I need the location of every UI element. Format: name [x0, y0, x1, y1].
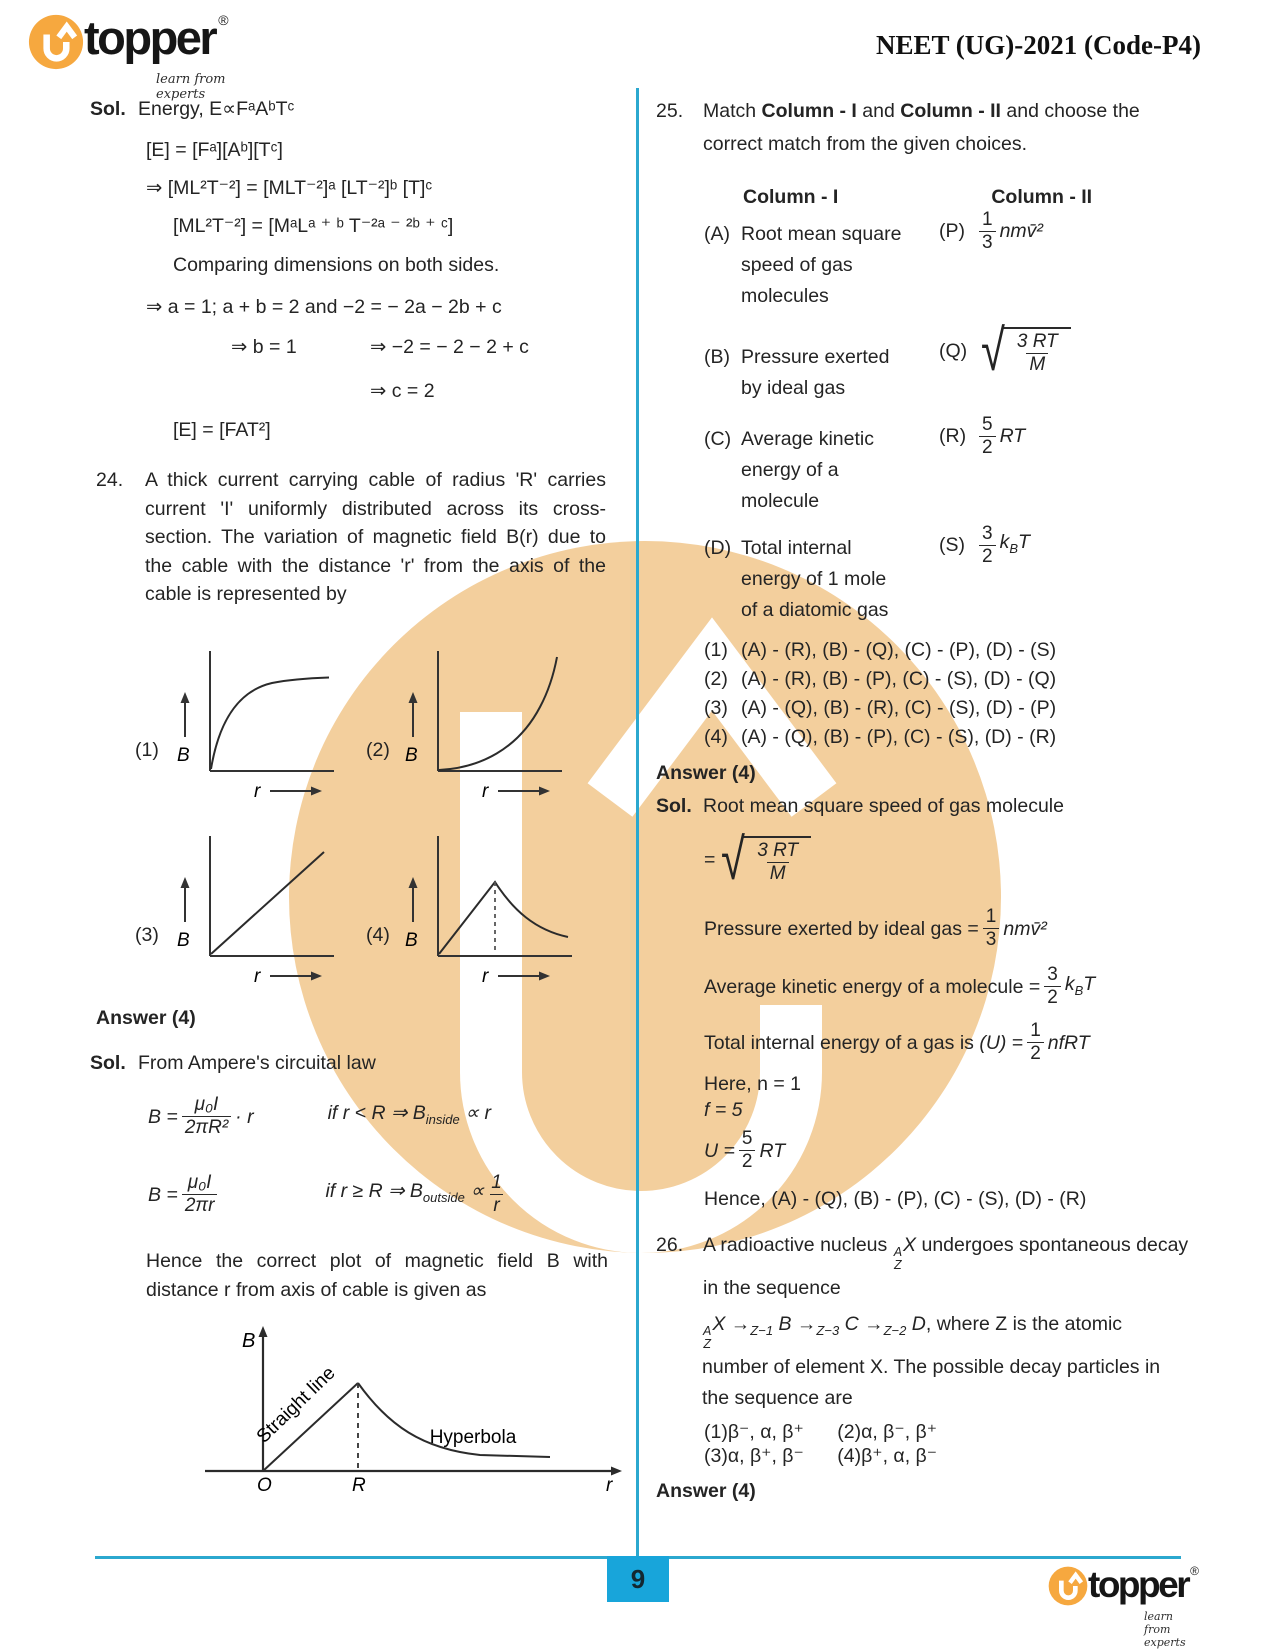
kinetic-formula: Average kinetic energy of a molecule = $\frac{3}{2}$ $k_BT$: [704, 964, 1096, 1008]
match-key: (Q): [939, 339, 968, 362]
fraction-numerator: μ₀I: [194, 1093, 219, 1115]
radical-icon: √: [980, 318, 1005, 383]
solution-graph: [150, 1323, 630, 1495]
y-axis-label: B: [177, 929, 190, 951]
graph-label: (4): [366, 923, 390, 946]
formula-line: [ML²T⁻²] = [MᵃLᵃ ⁺ ᵇ T⁻²ᵃ ⁻ ²ᵇ ⁺ ᶜ]: [173, 215, 454, 237]
nuclide-prescript: A Z: [893, 1245, 903, 1273]
formula-line: ⇒ a = 1; a + b = 2 and −2 = − 2a − 2b + c: [146, 296, 502, 318]
match-row-c: [655, 414, 1189, 517]
graph-option-2: [400, 645, 570, 805]
u-formula: U = $\frac{5}{2}$ RT: [704, 1128, 786, 1172]
origin-label: O: [257, 1474, 272, 1495]
pressure-formula: Pressure exerted by ideal gas = $\frac{1}{3}$ nmv̄²: [704, 906, 1047, 950]
here-line: Here, n = 1: [704, 1073, 802, 1095]
x-axis-label: r: [254, 965, 261, 987]
x-axis-label: r: [482, 780, 489, 802]
solution-25: [655, 792, 1189, 821]
match-key: (S): [939, 534, 965, 557]
question-number: 24.: [96, 469, 124, 491]
match-row-a: [655, 209, 1189, 312]
f-line: f = 5: [704, 1099, 743, 1121]
ampere-formula-outside: [148, 1167, 606, 1223]
question-25: [655, 95, 1189, 161]
decay-sequence: A Z $X \to_{Z-1}$ $B \to_{Z-3}$ $C \to_{Z-2}$ D, where Z is the atomic number of element X. The possible decay particles in the sequence are: [702, 1313, 1161, 1409]
match-key: (P): [939, 220, 965, 243]
hence-line: Hence, (A) - (Q), (B) - (P), (C) - (S), (D) - (R): [704, 1188, 1087, 1210]
option-1: (1) (A) - (R), (B) - (Q), (C) - (P), (D) - (S): [704, 639, 1057, 661]
y-axis-label: B: [177, 744, 190, 766]
left-column: [88, 95, 613, 1495]
row-key: (B): [704, 346, 730, 368]
match-row-d: [655, 523, 1189, 626]
answer-label: Answer (4): [96, 1006, 196, 1029]
registered-mark: ®: [218, 12, 229, 28]
option-graphs: [88, 627, 606, 987]
option-4: (4) (A) - (Q), (B) - (P), (C) - (S), (D) - (R): [704, 726, 1057, 748]
formula-line: ⇒ [ML²T⁻²] = [MLT⁻²]ᵃ [LT⁻²]ᵇ [T]ᶜ: [146, 177, 433, 199]
question-number: 26.: [656, 1234, 684, 1256]
sol-line: Root mean square speed of gas molecule: [703, 795, 1064, 817]
row-lines: Pressure exerted by ideal gas: [741, 346, 890, 399]
fraction-denominator: 2πR²: [182, 1116, 231, 1139]
sol-line: Energy, E∝FᵃAᵇTᶜ: [138, 98, 295, 120]
match-formula: nmv̄²: [999, 220, 1043, 243]
fraction-denominator: r: [490, 1194, 502, 1217]
brand-name: topper: [84, 11, 216, 64]
option-3: (3) (A) - (Q), (B) - (R), (C) - (S), (D) - (P): [704, 697, 1057, 719]
question-24: [88, 466, 606, 609]
registered-mark: ®: [1190, 1564, 1199, 1578]
straight-line-label: Straight line: [252, 1362, 340, 1447]
utopper-logo-top: [28, 11, 229, 102]
question-number: 25.: [656, 100, 684, 122]
page-title: NEET (UG)-2021 (Code-P4): [876, 30, 1201, 60]
graph-label: (2): [366, 738, 390, 761]
option-2: (2) (A) - (R), (B) - (P), (C) - (S), (D) - (Q): [704, 668, 1057, 690]
brand-tagline: learn from experts: [156, 72, 226, 102]
formula-lhs: B =: [148, 1105, 178, 1128]
row-lines: Root mean square speed of gas molecules: [741, 223, 902, 307]
sol-label: Sol.: [90, 1051, 126, 1074]
formula-part: ⇒ b = 1: [231, 336, 297, 358]
page-number-badge: [607, 1556, 669, 1602]
formula-part: ⇒ −2 = − 2 − 2 + c: [370, 336, 529, 358]
hyperbola-label: Hyperbola: [429, 1426, 517, 1448]
question-26: [655, 1229, 1189, 1305]
graph-option-1: [172, 645, 342, 805]
x-axis-label: r: [254, 780, 261, 802]
column-2-header: Column - II: [991, 186, 1093, 208]
formula-line-pair: [88, 335, 606, 363]
formula-lhs: B =: [148, 1183, 178, 1206]
formula-condition: if r ≥ R ⇒ $B_{outside}$ ∝: [325, 1180, 485, 1205]
row-lines: Average kinetic energy of a molecule: [741, 428, 874, 512]
graph-label: (3): [135, 923, 159, 946]
y-axis-label: B: [242, 1329, 256, 1352]
match-key: (R): [939, 425, 967, 448]
formula-line: ⇒ c = 2: [370, 380, 435, 402]
graph-label: (1): [135, 738, 159, 761]
match-formula: RT: [999, 425, 1026, 448]
radical-icon: √: [721, 827, 746, 892]
column-1-header: Column - I: [743, 186, 839, 208]
match-row-b: [655, 318, 1189, 404]
right-column: [655, 95, 1189, 1504]
graph-option-3: [172, 830, 342, 990]
row-match: (R) 5 2 RT: [939, 414, 1026, 458]
y-axis-label: B: [405, 744, 418, 766]
graph-option-4: [400, 830, 580, 990]
match-formula: $k_BT$: [999, 531, 1030, 557]
answer-label: Answer (4): [656, 1479, 756, 1502]
ampere-formula-inside: [148, 1089, 606, 1145]
sol-line: From Ampere's circuital law: [138, 1051, 376, 1074]
row-key: (D): [704, 537, 732, 559]
page-number: 9: [630, 1563, 646, 1594]
utopper-u-icon: [28, 14, 84, 70]
row-match: (Q) √ $\frac{3 RT}{M}$: [939, 326, 1071, 376]
text-line: Comparing dimensions on both sides.: [173, 254, 500, 276]
column-divider: [636, 88, 639, 1556]
utopper-logo-bottom: [1048, 1564, 1199, 1649]
rms-formula: = √ $\frac{3 RT}{M}$: [704, 829, 1189, 891]
q26-options-row-2: (3)α, β⁺, β⁻ (4)β⁺, α, β⁻: [704, 1444, 938, 1467]
row-match: (P) 1 3 nmv̄²: [939, 209, 1043, 253]
formula-condition: if r < R ⇒ $B_{inside} \propto r$: [327, 1102, 491, 1127]
hence-text: Hence the correct plot of magnetic field B with distance r from axis of cable is given as: [146, 1249, 608, 1301]
fraction-denominator: 2πr: [182, 1194, 218, 1217]
brand-name: topper: [1088, 1564, 1189, 1605]
row-lines: Total internal energy of 1 mole of a diatomic gas: [741, 537, 889, 621]
q26-options-row-1: (1)β⁻, α, β⁺ (2)α, β⁻, β⁺: [704, 1420, 938, 1443]
row-match: (S) 3 2 $k_BT$: [939, 523, 1030, 567]
x-axis-label: r: [606, 1474, 613, 1495]
fraction-numerator: μ₀I: [187, 1171, 212, 1193]
question-text: Match Column - I and Column - II and choose the correct match from the given choices.: [703, 100, 1140, 155]
column-headers: [655, 185, 1189, 209]
row-key: (C): [704, 428, 732, 450]
fraction-numerator: 1: [491, 1171, 502, 1193]
solution-23: [88, 95, 606, 123]
formula-mult: · r: [235, 1105, 254, 1128]
utopper-u-icon: [1048, 1566, 1088, 1606]
formula-line: [E] = [FAT²]: [173, 419, 271, 441]
solution-24: [88, 1049, 606, 1077]
brand-tagline: learn from experts: [1144, 1610, 1186, 1649]
row-key: (A): [704, 223, 730, 245]
question-text: A thick current carrying cable of radius 'R' carries current 'I' uniformly distributed across its cross-section. The variation of magnetic field B(r) due to the cable with the distance 'r' from the axis of the cable is represented by: [145, 469, 606, 605]
internal-energy-formula: Total internal energy of a gas is (U) = $\frac{1}{2}$ nfRT: [704, 1020, 1090, 1064]
sol-label: Sol.: [656, 795, 692, 817]
r-tick-label: R: [352, 1474, 366, 1495]
x-axis-label: r: [482, 965, 489, 987]
question-text: A radioactive nucleus A Z X undergoes spontaneous decay in the sequence: [703, 1234, 1189, 1300]
nuclide-prescript: A Z: [703, 1324, 712, 1352]
y-axis-label: B: [405, 929, 418, 951]
formula-line: [E] = [Fᵃ][Aᵇ][Tᶜ]: [146, 139, 283, 161]
answer-label: Answer (4): [656, 762, 756, 784]
sol-label: Sol.: [90, 98, 126, 120]
